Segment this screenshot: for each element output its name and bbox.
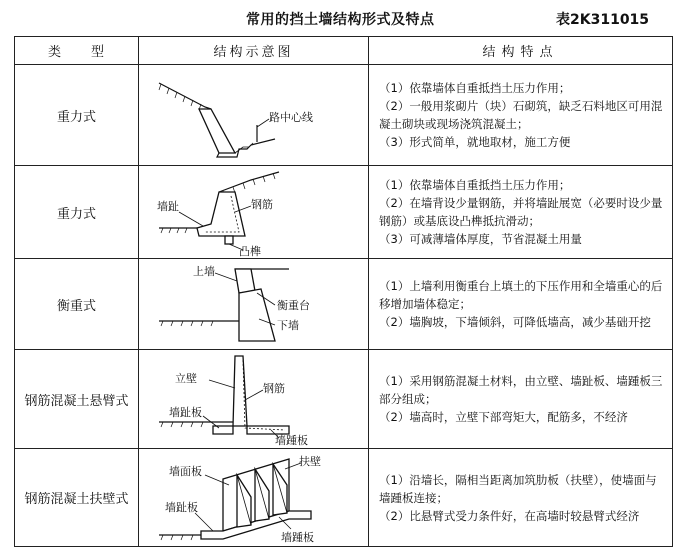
table-code: 表2K311015 bbox=[556, 12, 650, 28]
table-caption bbox=[0, 0, 680, 36]
features-cell bbox=[369, 259, 673, 350]
header-row bbox=[15, 37, 673, 65]
feature-item: （2）墙高时，立壁下部弯矩大，配筋多，不经济 bbox=[379, 410, 628, 424]
diagram-cell bbox=[139, 166, 369, 259]
type-cell: 衡重式 bbox=[15, 259, 139, 350]
label-stem: 立壁 bbox=[175, 372, 197, 385]
feature-item: （1）上墙利用衡重台上填土的下压作用和全墙重心的后移增加墙体稳定； bbox=[379, 279, 663, 311]
diagram-cell bbox=[139, 259, 369, 350]
table-title: 常用的挡土墙结构形式及特点 bbox=[246, 12, 435, 28]
label-heel-slab: 墙踵板 bbox=[275, 434, 308, 447]
label-rebar: 钢筋 bbox=[251, 198, 273, 211]
label-upper-wall: 上墙 bbox=[193, 265, 215, 278]
feature-item: （2）在墙背设少量钢筋，并将墙趾展宽（必要时设少量钢筋）或基底设凸榫抵抗滑动； bbox=[379, 196, 663, 228]
feature-item: （1）采用钢筋混凝土材料，由立壁、墙趾板、墙踵板三部分组成； bbox=[379, 374, 663, 406]
col-header-diagram: 结构示意图 bbox=[139, 37, 369, 65]
features-cell bbox=[369, 166, 673, 259]
feature-item: （1）沿墙长，隔相当距离加筑肋板（扶壁），使墙面与墙踵板连接； bbox=[379, 472, 657, 505]
label-road-centerline: 路中心线 bbox=[269, 111, 313, 124]
feature-item: （3）可减薄墙体厚度，节省混凝土用量 bbox=[379, 232, 582, 246]
label-toe: 墙趾 bbox=[157, 200, 179, 213]
diagram-cell bbox=[139, 65, 369, 166]
label-counterweight-platform: 衡重台 bbox=[277, 299, 310, 312]
diagram-cell bbox=[139, 350, 369, 449]
label-heel-slab: 墙踵板 bbox=[281, 531, 314, 544]
label-toe-slab: 墙趾板 bbox=[169, 406, 202, 419]
table-row bbox=[15, 449, 673, 547]
label-rebar: 钢筋 bbox=[263, 382, 285, 395]
feature-item: （2）一般用浆砌片（块）石砌筑，缺乏石料地区可用混凝土砌块或现场浇筑混凝土； bbox=[379, 99, 663, 131]
features-cell bbox=[369, 449, 673, 547]
features-cell bbox=[369, 350, 673, 449]
features-cell bbox=[369, 65, 673, 166]
feature-item: （2）比悬臂式受力条件好，在高墙时较悬臂式经济 bbox=[379, 508, 640, 523]
table-row bbox=[15, 350, 673, 449]
type-cell: 钢筋混凝土悬臂式 bbox=[15, 350, 139, 449]
type-cell: 重力式 bbox=[15, 65, 139, 166]
feature-item: （1）依靠墙体自重抵挡土压力作用； bbox=[379, 81, 571, 95]
label-toe-slab: 墙趾板 bbox=[165, 501, 198, 514]
col-header-features: 结构特点 bbox=[369, 37, 673, 65]
counterweight-wall-diagram bbox=[139, 259, 369, 349]
cantilever-wall-diagram bbox=[139, 350, 369, 448]
feature-item: （2）墙胸坡，下墙倾斜，可降低墙高，减少基础开挖 bbox=[379, 315, 651, 329]
gravity-wall-diagram bbox=[139, 65, 369, 165]
type-cell: 钢筋混凝土扶壁式 bbox=[15, 449, 139, 547]
label-face-plate: 墙面板 bbox=[169, 465, 202, 478]
table-row bbox=[15, 259, 673, 350]
type-cell: 重力式 bbox=[15, 166, 139, 259]
retaining-wall-table bbox=[14, 36, 673, 547]
counterfort-wall-diagram bbox=[139, 449, 369, 546]
col-header-type: 类型 bbox=[15, 37, 139, 65]
label-lower-wall: 下墙 bbox=[277, 319, 299, 332]
table-row bbox=[15, 166, 673, 259]
diagram-cell bbox=[139, 449, 369, 547]
label-counterfort: 扶壁 bbox=[299, 455, 321, 468]
feature-item: （1）依靠墙体自重抵挡土压力作用； bbox=[379, 178, 571, 192]
label-shear-key: 凸榫 bbox=[239, 245, 261, 258]
feature-item: （3）形式简单，就地取材，施工方便 bbox=[379, 135, 571, 149]
table-row bbox=[15, 65, 673, 166]
reinforced-gravity-wall-diagram bbox=[139, 166, 369, 258]
